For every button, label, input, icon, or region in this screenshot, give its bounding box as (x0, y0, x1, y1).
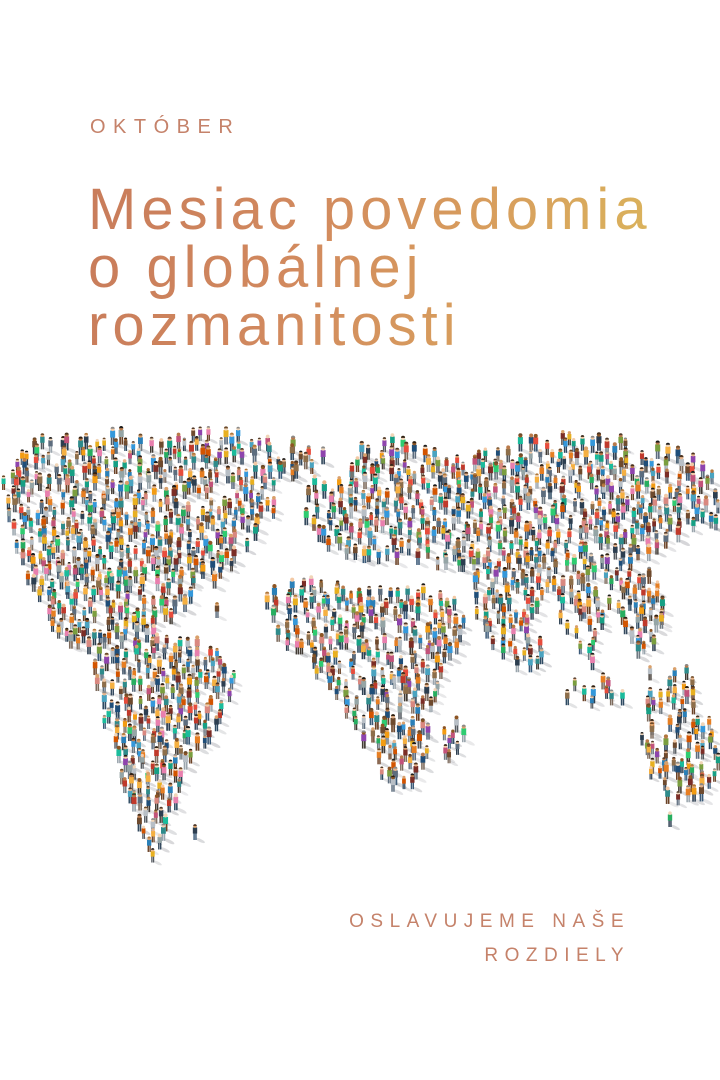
footer-line-1: OSLAVUJEME NAŠE (349, 911, 630, 932)
world-map-crowd-illustration (0, 410, 720, 890)
eyebrow-month-label: OKTÓBER (90, 116, 241, 138)
title-line-1: Mesiac povedomia (88, 177, 652, 242)
title-line-3: rozmanitosti (88, 293, 461, 358)
title-line-2: o globálnej (88, 235, 424, 300)
footer-line-2: ROZDIELY (484, 945, 630, 966)
page-title (88, 177, 652, 358)
footer-tagline (349, 905, 630, 973)
